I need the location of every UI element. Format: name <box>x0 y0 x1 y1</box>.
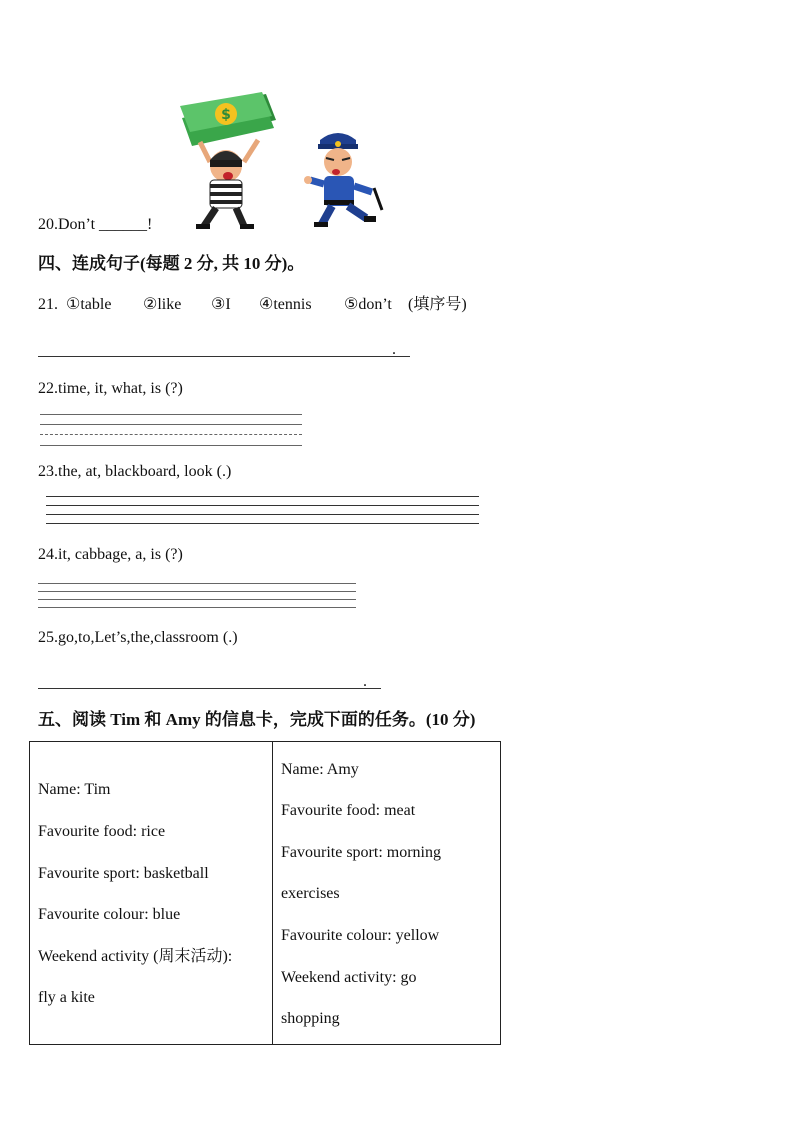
writing-line[interactable] <box>40 414 302 415</box>
writing-line[interactable] <box>46 505 479 506</box>
writing-line[interactable] <box>46 514 479 515</box>
amy-colour: Favourite colour: yellow <box>281 927 440 944</box>
writing-line[interactable] <box>38 607 356 608</box>
question-21-note: (填序号) <box>408 296 467 313</box>
section-5-title <box>38 710 475 730</box>
amy-name: Name: Amy <box>281 761 359 778</box>
amy-sport-cont: exercises <box>281 885 340 902</box>
question-21-number: 21. <box>38 296 58 313</box>
section-4-title: 四、连成句子(每题 2 分, 共 10 分)。 <box>38 254 305 273</box>
amy-sport: Favourite sport: morning <box>281 844 441 861</box>
amy-food: Favourite food: meat <box>281 802 416 819</box>
writing-line[interactable] <box>38 591 356 592</box>
tim-sport: Favourite sport: basketball <box>38 865 209 882</box>
amy-weekend-cont: shopping <box>281 1010 340 1027</box>
thief-money-police-illustration <box>176 92 396 232</box>
thief-icon <box>196 140 258 229</box>
question-21-option-1: ①table <box>66 296 112 313</box>
writing-line[interactable] <box>38 599 356 600</box>
question-21-option-5: ⑤don’t <box>344 296 392 313</box>
police-officer-icon <box>304 133 382 227</box>
tim-weekend-value: fly a kite <box>38 989 95 1006</box>
answer-25-period: . <box>363 673 367 690</box>
answer-21-period: . <box>392 341 396 358</box>
writing-line[interactable] <box>40 434 302 435</box>
section-5-title-suffix: 的信息卡，完成下面的任务。(10 分) <box>204 710 476 729</box>
question-20: 20.Don’t ______! <box>38 216 153 233</box>
question-21-option-4: ④tennis <box>259 296 312 313</box>
section-5-and: 和 <box>144 710 162 729</box>
answer-line-25[interactable] <box>38 688 381 689</box>
writing-line[interactable] <box>46 496 479 497</box>
info-card-table <box>29 741 501 1045</box>
section-5-title-prefix: 五、阅读 <box>38 710 106 729</box>
writing-line[interactable] <box>38 583 356 584</box>
writing-line[interactable] <box>40 424 302 425</box>
question-25: 25.go,to,Let’s,the,classroom (.) <box>38 629 238 646</box>
money-stack-icon <box>180 92 276 146</box>
tim-food: Favourite food: rice <box>38 823 166 840</box>
writing-line[interactable] <box>46 523 479 524</box>
tim-weekend-label: Weekend activity (周末活动): <box>38 948 233 965</box>
question-21-option-3: ③I <box>211 296 231 313</box>
question-21-option-2: ②like <box>143 296 182 313</box>
section-5-name-amy: Amy <box>165 710 201 729</box>
question-23: 23.the, at, blackboard, look (.) <box>38 463 232 480</box>
table-divider <box>272 742 273 1044</box>
question-22: 22.time, it, what, is (?) <box>38 380 183 397</box>
answer-line-21[interactable] <box>38 356 410 357</box>
svg-text:$: $ <box>221 107 231 123</box>
question-24: 24.it, cabbage, a, is (?) <box>38 546 183 563</box>
amy-weekend: Weekend activity: go <box>281 969 417 986</box>
section-5-name-tim: Tim <box>110 710 141 729</box>
writing-line[interactable] <box>40 445 302 446</box>
tim-name: Name: Tim <box>38 781 111 798</box>
tim-colour: Favourite colour: blue <box>38 906 181 923</box>
